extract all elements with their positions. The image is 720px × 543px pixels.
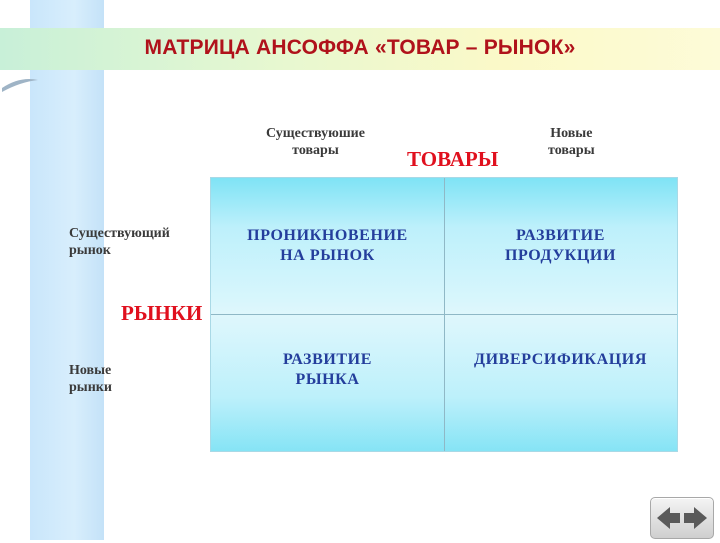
matrix-horizontal-divider xyxy=(211,314,677,315)
cell-diversification-line1: ДИВЕРСИФИКАЦИЯ xyxy=(474,351,647,368)
forward-arrow-icon[interactable] xyxy=(684,507,707,529)
cell-product-development-line2: ПРОДУКЦИИ xyxy=(504,247,617,264)
cell-market-penetration-line2: НА РЫНОК xyxy=(280,247,375,264)
row-header-new-line1: Новые xyxy=(69,363,112,378)
column-header-new-line2: товары xyxy=(548,143,595,158)
slide-navigation xyxy=(650,497,714,539)
products-axis-label: ТОВАРЫ xyxy=(407,147,499,171)
row-header-existing-market xyxy=(69,225,170,259)
row-header-new-line2: рынки xyxy=(69,380,112,395)
cell-diversification xyxy=(454,350,667,370)
row-header-new-markets xyxy=(69,362,112,396)
cell-market-penetration xyxy=(221,226,434,266)
cell-market-development xyxy=(221,350,434,390)
cell-market-development-line1: РАЗВИТИЕ xyxy=(282,351,373,368)
row-header-existing-line1: Существующий xyxy=(69,226,170,241)
decorative-side-stripe xyxy=(30,0,104,540)
cell-product-development-line1: РАЗВИТИЕ xyxy=(515,227,606,244)
cell-market-penetration-line1: ПРОНИКНОВЕНИЕ xyxy=(247,227,408,244)
column-header-existing-products xyxy=(266,125,365,159)
nav-arrows-graphic xyxy=(651,498,713,538)
row-header-existing-line2: рынок xyxy=(69,243,111,258)
markets-axis-label: РЫНКИ xyxy=(121,301,203,325)
cell-market-development-line2: РЫНКА xyxy=(295,371,360,388)
cell-product-development xyxy=(454,226,667,266)
back-arrow-icon[interactable] xyxy=(657,507,680,529)
ansoff-matrix xyxy=(211,178,677,451)
column-header-new-line1: Новые xyxy=(550,126,593,141)
column-header-existing-line2: товары xyxy=(292,143,339,158)
column-header-new-products xyxy=(548,125,595,159)
slide-title: МАТРИЦА АНСОФФА «ТОВАР – РЫНОК» xyxy=(144,36,576,59)
column-header-existing-line1: Существуюшие xyxy=(266,126,365,141)
